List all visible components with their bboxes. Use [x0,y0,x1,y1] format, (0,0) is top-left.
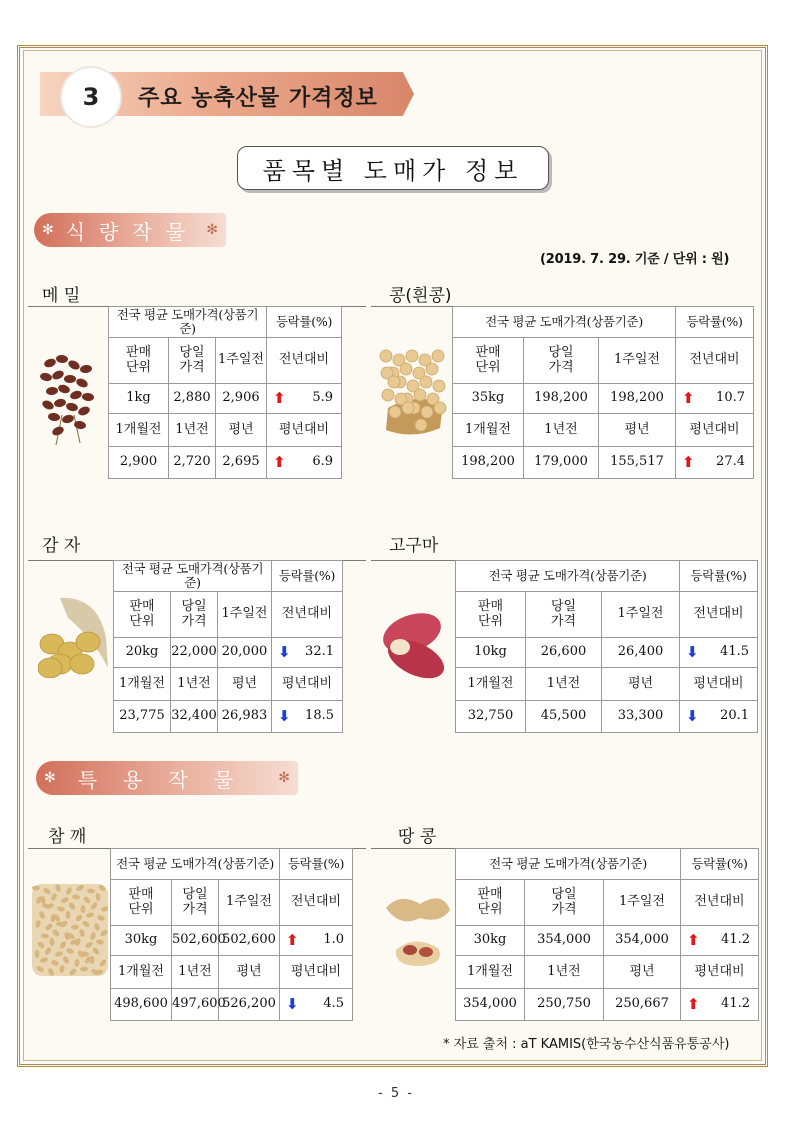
arrow-down-icon: ⬇ [686,643,699,661]
rate-value: 20.1 [720,708,749,723]
header-month-ago: 1개월전 [109,414,169,447]
header-vs-normal: 평년대비 [272,668,343,701]
header-today: 당일 가격 [169,338,216,384]
header-unit: 판매 단위 [109,338,169,384]
cell-normal-year: 250,667 [604,989,681,1021]
header-vs-year: 전년대비 [272,592,343,638]
cell-vs-normal [681,989,759,1021]
arrow-down-icon: ⬇ [286,995,299,1013]
rate-value: 10.7 [716,390,745,405]
arrow-up-icon: ⬆ [273,453,286,471]
cell-today: 354,000 [525,926,604,956]
cell-vs-normal [680,701,758,733]
cell-unit: 1kg [109,384,169,414]
header-today: 당일 가격 [171,592,218,638]
header-today: 당일 가격 [524,338,599,384]
arrow-down-icon: ⬇ [278,643,291,661]
price-table [113,560,343,733]
header-week-ago: 1주일전 [604,880,681,926]
rate-value: 41.2 [721,996,750,1011]
cell-week-ago: 20,000 [218,638,272,668]
cell-month-ago: 23,775 [114,701,171,733]
cell-vs-normal [280,989,353,1021]
arrow-up-icon: ⬆ [682,389,695,407]
item-name: 콩(흰콩) [389,286,452,306]
cell-unit: 30kg [456,926,525,956]
cell-week-ago: 354,000 [604,926,681,956]
cell-year-ago: 497,600 [172,989,219,1021]
header-normal-year: 평년 [219,956,280,989]
category-tag-special-crops [36,761,298,795]
cell-today: 2,880 [169,384,216,414]
cell-week-ago: 2,906 [216,384,267,414]
header-national-avg: 전국 평균 도매가격(상품기준) [109,307,267,338]
cell-vs-year [272,638,343,668]
cell-normal-year: 26,983 [218,701,272,733]
header-rate: 등락률(%) [280,849,353,880]
cell-month-ago: 354,000 [456,989,525,1021]
header-vs-year: 전년대비 [676,338,754,384]
rate-value: 32.1 [305,644,334,659]
rate-value: 5.9 [312,390,333,405]
header-rate: 등락률(%) [676,307,754,338]
item-name: 땅 콩 [398,827,437,847]
rate-value: 4.5 [323,996,344,1011]
cell-month-ago: 498,600 [111,989,172,1021]
header-normal-year: 평년 [216,414,267,447]
header-week-ago: 1주일전 [602,592,680,638]
rate-value: 41.5 [720,644,749,659]
item-name: 참 깨 [48,827,87,847]
header-vs-normal: 평년대비 [267,414,342,447]
source-note: * 자료 출처 : aT KAMIS(한국농수산식품유통공사) [443,1037,730,1052]
price-table [452,306,754,479]
header-year-ago: 1년전 [172,956,219,989]
cell-vs-normal [676,447,754,479]
header-national-avg: 전국 평균 도매가격(상품기준) [453,307,676,338]
header-unit: 판매 단위 [453,338,524,384]
header-national-avg: 전국 평균 도매가격(상품기준) [111,849,280,880]
header-vs-year: 전년대비 [681,880,759,926]
arrow-up-icon: ⬆ [687,931,700,949]
cell-normal-year: 33,300 [602,701,680,733]
header-vs-normal: 평년대비 [681,956,759,989]
header-normal-year: 평년 [604,956,681,989]
cell-unit: 20kg [114,638,171,668]
cell-week-ago: 198,200 [599,384,676,414]
arrow-up-icon: ⬆ [682,453,695,471]
header-month-ago: 1개월전 [456,668,526,701]
cell-today: 26,600 [526,638,602,668]
arrow-down-icon: ⬇ [686,707,699,725]
item-name: 메 밀 [42,286,81,306]
cell-month-ago: 198,200 [453,447,524,479]
item-name: 감 자 [42,536,81,556]
category-tag-food-crops [34,213,226,247]
header-national-avg: 전국 평균 도매가격(상품기준) [114,561,272,592]
date-note: (2019. 7. 29. 기준 / 단위 : 원) [540,252,730,267]
section-number: 3 [60,66,122,128]
rate-value: 18.5 [305,708,334,723]
header-week-ago: 1주일전 [216,338,267,384]
cell-vs-normal [272,701,343,733]
cell-year-ago: 45,500 [526,701,602,733]
page-number: - 5 - [378,1086,414,1101]
header-unit: 판매 단위 [456,592,526,638]
cell-year-ago: 250,750 [525,989,604,1021]
soybean-image [378,348,448,450]
rate-value: 1.0 [323,932,344,947]
header-unit: 판매 단위 [456,880,525,926]
cell-week-ago: 26,400 [602,638,680,668]
header-vs-normal: 평년대비 [680,668,758,701]
rate-value: 41.2 [721,932,750,947]
cell-unit: 10kg [456,638,526,668]
cell-unit: 30kg [111,926,172,956]
cell-year-ago: 179,000 [524,447,599,479]
arrow-up-icon: ⬆ [687,995,700,1013]
cell-vs-year [280,926,353,956]
rate-value: 6.9 [312,454,333,469]
potato-image [38,598,108,682]
header-week-ago: 1주일전 [599,338,676,384]
cell-today: 502,600 [172,926,219,956]
snowflake-icon: ✻ [42,222,54,238]
cell-normal-year: 155,517 [599,447,676,479]
snowflake-icon: ✻ [44,770,56,786]
category-label: 식량작물 [65,219,200,244]
category-label: 특용작물 [77,767,260,792]
header-unit: 판매 단위 [111,880,172,926]
cell-month-ago: 32,750 [456,701,526,733]
arrow-up-icon: ⬆ [286,931,299,949]
cell-month-ago: 2,900 [109,447,169,479]
header-vs-normal: 평년대비 [280,956,353,989]
cell-today: 198,200 [524,384,599,414]
header-today: 당일 가격 [526,592,602,638]
buckwheat-image [40,355,96,449]
peanut-image [380,890,454,974]
header-year-ago: 1년전 [169,414,216,447]
cell-normal-year: 2,695 [216,447,267,479]
header-vs-normal: 평년대비 [676,414,754,447]
cell-vs-year [681,926,759,956]
header-year-ago: 1년전 [524,414,599,447]
section-title: 주요 농축산물 가격정보 [138,86,378,111]
snowflake-icon: ✻ [278,770,290,786]
section-ribbon [40,64,414,128]
price-table [455,560,758,733]
rate-value: 27.4 [716,454,745,469]
page-title: 품목별 도매가 정보 [237,146,549,190]
header-month-ago: 1개월전 [453,414,524,447]
sesame-image [32,884,108,980]
header-rate: 등락률(%) [267,307,342,338]
header-normal-year: 평년 [599,414,676,447]
header-rate: 등락률(%) [272,561,343,592]
header-vs-year: 전년대비 [280,880,353,926]
cell-unit: 35kg [453,384,524,414]
header-today: 당일 가격 [172,880,219,926]
item-name: 고구마 [389,536,439,556]
cell-vs-year [267,384,342,414]
cell-year-ago: 32,400 [171,701,218,733]
header-normal-year: 평년 [602,668,680,701]
cell-today: 22,000 [171,638,218,668]
header-year-ago: 1년전 [171,668,218,701]
header-week-ago: 1주일전 [219,880,280,926]
header-normal-year: 평년 [218,668,272,701]
header-national-avg: 전국 평균 도매가격(상품기준) [456,561,680,592]
snowflake-icon: ✻ [206,222,218,238]
header-month-ago: 1개월전 [114,668,171,701]
cell-vs-normal [267,447,342,479]
cell-week-ago: 502,600 [219,926,280,956]
price-table [110,848,353,1021]
header-week-ago: 1주일전 [218,592,272,638]
price-table [108,306,342,479]
price-table [455,848,759,1021]
cell-vs-year [676,384,754,414]
cell-normal-year: 526,200 [219,989,280,1021]
header-year-ago: 1년전 [525,956,604,989]
header-rate: 등락률(%) [681,849,759,880]
header-unit: 판매 단위 [114,592,171,638]
header-vs-year: 전년대비 [680,592,758,638]
cell-vs-year [680,638,758,668]
header-today: 당일 가격 [525,880,604,926]
header-month-ago: 1개월전 [111,956,172,989]
header-year-ago: 1년전 [526,668,602,701]
sweetpotato-image [378,603,448,689]
arrow-up-icon: ⬆ [273,389,286,407]
header-month-ago: 1개월전 [456,956,525,989]
header-national-avg: 전국 평균 도매가격(상품기준) [456,849,681,880]
cell-year-ago: 2,720 [169,447,216,479]
header-vs-year: 전년대비 [267,338,342,384]
arrow-down-icon: ⬇ [278,707,291,725]
header-rate: 등락률(%) [680,561,758,592]
